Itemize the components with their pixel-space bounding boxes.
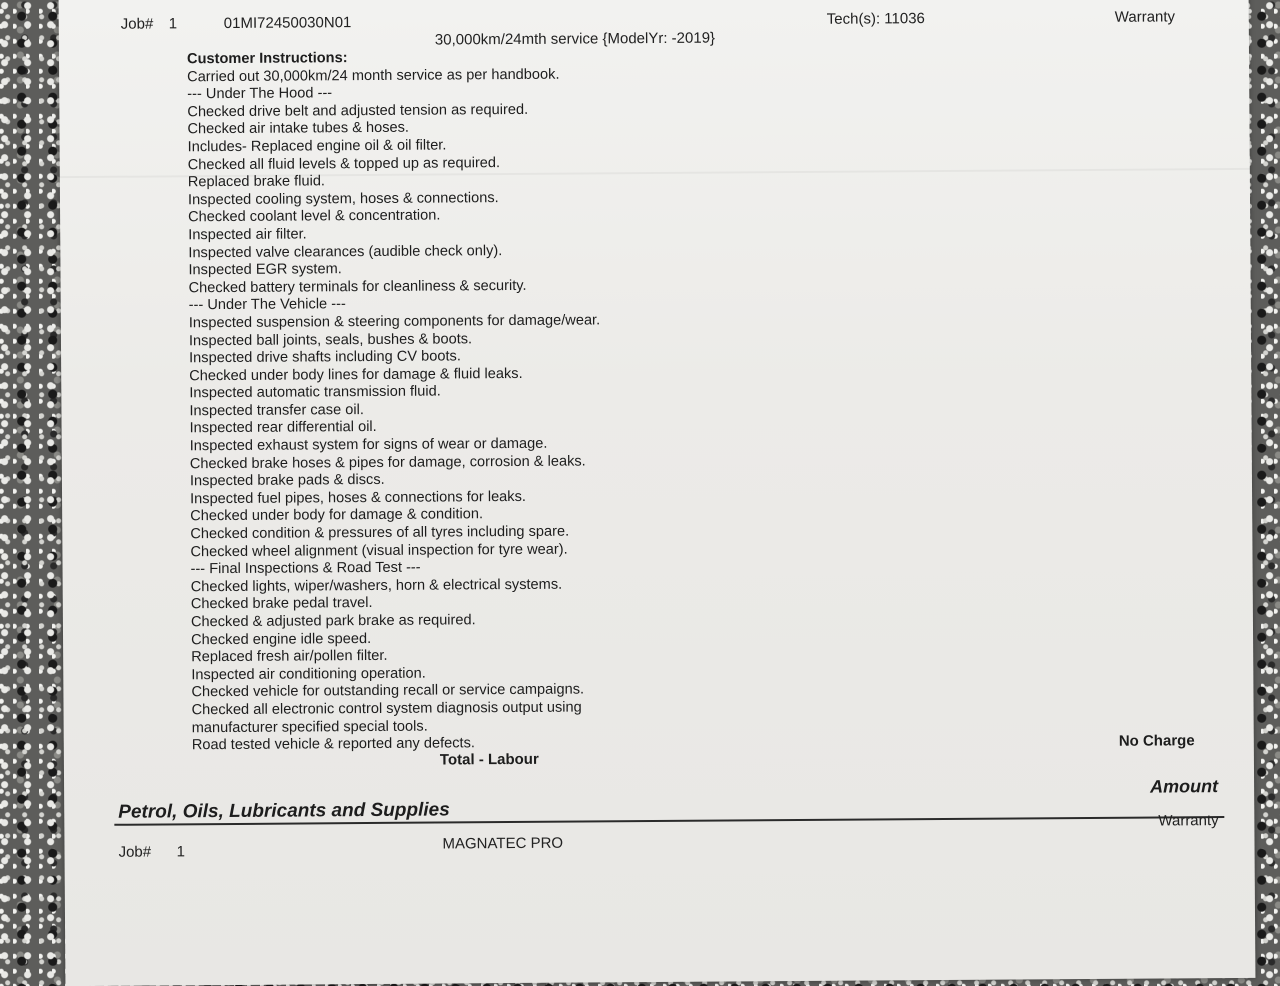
instruction-line: --- Under The Hood --- [187,85,333,103]
instruction-line: --- Under The Vehicle --- [188,296,346,314]
instruction-line: Inspected automatic transmission fluid. [189,383,441,402]
instruction-line: Checked condition & pressures of all tyres including spare. [190,523,570,543]
instruction-line: Checked lights, wiper/washers, horn & electrical systems. [190,576,563,596]
instruction-line: Checked brake hoses & pipes for damage, corrosion & leaks. [189,453,586,472]
instruction-line: Checked coolant level & concentration. [188,207,441,226]
customer-instructions [187,48,603,755]
instruction-line: Inspected cooling system, hoses & connections. [187,189,499,209]
instruction-line: Checked & adjusted park brake as required. [190,612,476,631]
instruction-line: Checked wheel alignment (visual inspection for tyre wear). [190,541,568,560]
instruction-line: Checked brake pedal travel. [190,595,373,613]
instruction-line: Checked engine idle speed. [190,630,372,648]
instruction-line: Inspected valve clearances (audible check only). [188,242,503,261]
instruction-line: --- Final Inspections & Road Test --- [190,559,421,578]
instruction-line: Inspected air filter. [188,226,307,244]
instruction-line: Checked battery terminals for cleanliness & security. [188,277,527,296]
instruction-line: Inspected drive shafts including CV boots. [189,348,461,367]
instruction-line: Carried out 30,000km/24 month service as per handbook. [187,66,560,85]
instruction-line: Inspected exhaust system for signs of wear or damage. [189,435,548,455]
instruction-line: Checked under body lines for damage & fluid leaks. [189,365,523,384]
supplies-job-number: 1 [176,843,185,861]
amount-header: Amount [1150,776,1219,797]
instruction-line: Inspected brake pads & discs. [189,472,385,490]
instruction-line: Checked drive belt and adjusted tension as required. [187,101,529,121]
total-labour-label: Total - Labour [439,750,539,769]
service-invoice-sheet [59,0,1256,986]
instruction-line: Inspected air conditioning operation. [191,665,426,684]
instruction-line: Checked all electronic control system diagnosis output using [191,699,582,719]
repair-order-number: 01MI72450030N01 [223,14,352,33]
supplies-item: MAGNATEC PRO [442,834,564,853]
service-description: 30,000km/24mth service {ModelYr: -2019} [434,29,716,49]
instruction-line: Checked air intake tubes & hoses. [187,120,410,138]
instruction-line: Inspected suspension & steering components for damage/wear. [188,312,601,332]
instruction-line: Replaced fresh air/pollen filter. [191,648,388,666]
supplies-pay-type: Warranty [1158,812,1219,830]
instruction-line: Inspected EGR system. [188,261,342,279]
supplies-job-label: Job# [118,843,152,861]
instruction-line: Includes- Replaced engine oil & oil filter. [187,137,447,156]
instruction-line: Road tested vehicle & reported any defects. [191,735,475,754]
instruction-line: Inspected ball joints, seals, bushes & boots. [188,330,473,349]
pay-type: Warranty [1114,8,1176,26]
instruction-line: Inspected fuel pipes, hoses & connections for leaks. [190,488,526,508]
instruction-line: Checked all fluid levels & topped up as required. [187,154,501,173]
instruction-line: Checked under body for damage & condition. [190,506,484,525]
instruction-line: manufacturer specified special tools. [191,718,428,736]
instruction-line: Checked vehicle for outstanding recall or service campaigns. [191,681,585,701]
supplies-section-title: Petrol, Oils, Lubricants and Supplies [118,799,450,823]
labour-amount: No Charge [1118,732,1195,750]
tech-ids: Tech(s): 11036 [826,10,925,28]
instruction-line: Inspected rear differential oil. [189,419,377,437]
instructions-title: Customer Instructions: [186,50,348,68]
instruction-line: Inspected transfer case oil. [189,401,364,420]
job-label: Job# [120,15,154,33]
job-number: 1 [168,15,178,33]
instruction-line: Replaced brake fluid. [187,173,326,191]
